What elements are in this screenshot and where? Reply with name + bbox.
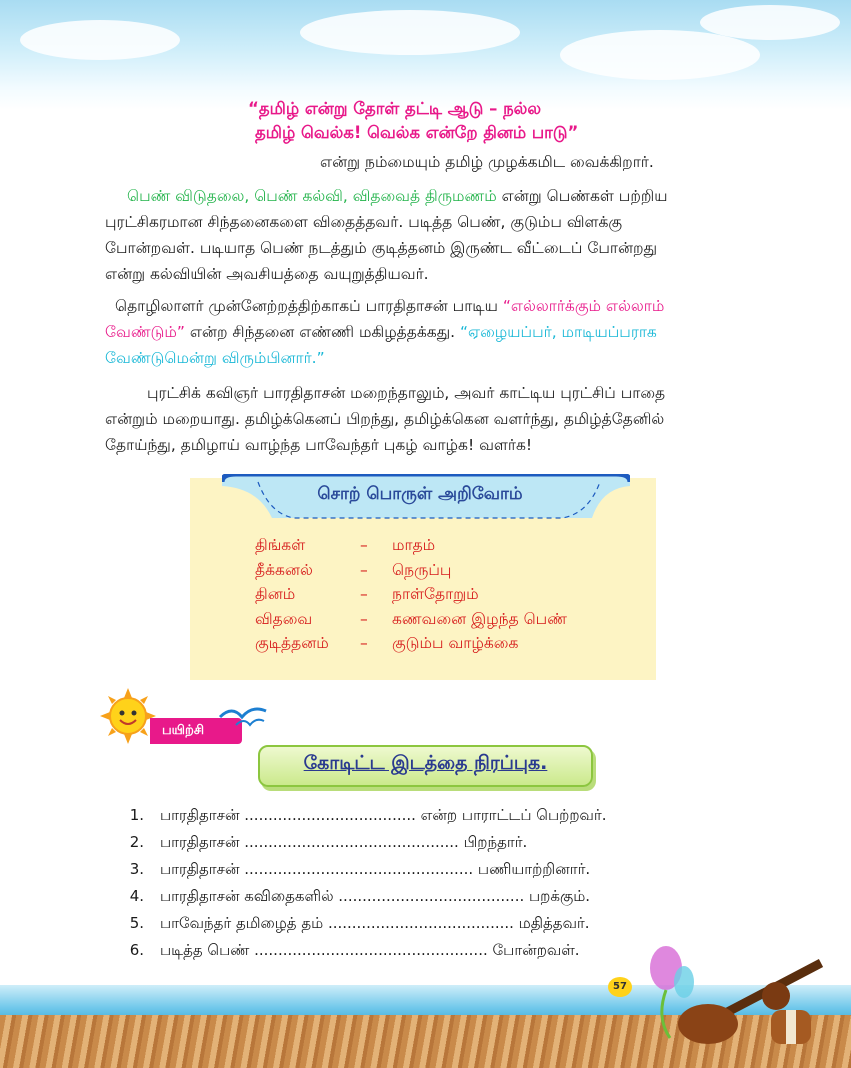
vocab-dash: – bbox=[360, 609, 368, 628]
question-text: பாரதிதாசன் ............................................. பிறந்தார். bbox=[160, 833, 528, 851]
sky-banner bbox=[0, 0, 851, 110]
para1-line4: என்று கல்வியின் அவசியத்தை வயுறுத்தியவர். bbox=[105, 265, 429, 283]
vocab-dash: – bbox=[360, 634, 368, 652]
question-text: பாரதிதாசன் கவிதைகளில் ....................................... பறக்கும். bbox=[160, 887, 591, 905]
question-text: பாரதிதாசன் ................................................ பணியாற்றினார். bbox=[160, 860, 591, 878]
question-number: 3. bbox=[129, 860, 144, 878]
question-number: 5. bbox=[129, 914, 144, 932]
para1-rest: என்று பெண்கள் பற்றிய bbox=[496, 187, 668, 205]
vocab-dash: – bbox=[360, 585, 368, 603]
question-number: 1. bbox=[129, 806, 144, 824]
vocab-title: சொற் பொருள் அறிவோம் bbox=[317, 484, 523, 504]
intro-line: என்று நம்மையும் தமிழ் முழக்கமிட வைக்கிறார். bbox=[320, 153, 654, 171]
vocab-dash: – bbox=[360, 560, 368, 579]
vocab-dash: – bbox=[360, 536, 368, 554]
vocab-meaning: நெருப்பு bbox=[392, 560, 452, 579]
question-text: பாவேந்தர் தமிழைத் தம் ....................................... மதித்தவர். bbox=[160, 914, 590, 932]
vocab-meaning: மாதம் bbox=[392, 536, 436, 554]
bird-icon bbox=[218, 703, 268, 729]
para2-quote1b: வேண்டும்” bbox=[105, 323, 185, 341]
vocab-word: திங்கள் bbox=[255, 536, 306, 554]
question-text: பாரதிதாசன் .................................... என்ற பாராட்டப் பெற்றவர். bbox=[160, 806, 607, 824]
vocab-meaning: குடும்ப வாழ்க்கை bbox=[392, 634, 519, 652]
para2-line1 bbox=[115, 297, 664, 317]
para3-line3: தோய்ந்து, தமிழாய் வாழ்ந்த பாவேந்தர் புகழ் வாழ்க! வளர்க! bbox=[105, 436, 533, 454]
para3-line1: புரட்சிக் கவிஞர் பாரதிதாசன் மறைந்தாலும், அவர் காட்டிய புரட்சிப் பாதை bbox=[147, 384, 666, 402]
vocab-word: குடித்தனம் bbox=[255, 634, 329, 652]
quote-line-2: தமிழ் வெல்க! வெல்க என்றே தினம் பாடு” bbox=[255, 123, 579, 142]
question-text: படித்த பெண் ................................................. போன்றவள். bbox=[160, 941, 580, 959]
quote-line-1: “தமிழ் என்று தோள் தட்டி ஆடு – நல்ல bbox=[248, 99, 542, 118]
vocab-word: விதவை bbox=[255, 609, 313, 628]
para1-highlight: பெண் விடுதலை, பெண் கல்வி, விதவைத் திருமணம் bbox=[127, 187, 497, 205]
veena-icon bbox=[636, 938, 836, 1048]
para2-mid: என்ற சிந்தனை எண்ணி மகிழத்தக்கது. bbox=[184, 323, 461, 341]
vocab-meaning: கணவனை இழந்த பெண் bbox=[392, 609, 567, 628]
practice-title: கோடிட்ட இடத்தை நிரப்புக. bbox=[303, 752, 548, 774]
page-number: 57 bbox=[608, 977, 632, 997]
para1-line1 bbox=[127, 187, 668, 207]
question-number: 6. bbox=[129, 941, 144, 959]
para2-quote2a: “ஏழையப்பர், மாடியப்பராக bbox=[460, 323, 657, 341]
para1-line3: போன்றவள். படியாத பெண் நடத்தும் குடித்தனம் இருண்ட வீட்டைப் போன்றது bbox=[105, 239, 658, 257]
para2-line2 bbox=[105, 323, 657, 343]
practice-label: பயிற்சி bbox=[150, 718, 242, 744]
vocab-word: தீக்கனல் bbox=[255, 560, 313, 579]
para2-line3 bbox=[105, 349, 325, 369]
vocab-meaning: நாள்தோறும் bbox=[392, 585, 479, 603]
vocab-word: தினம் bbox=[255, 585, 296, 603]
para1-line2: புரட்சிகரமான சிந்தனைகளை விதைத்தவர். படித்த பெண், குடும்ப விளக்கு bbox=[105, 213, 623, 231]
question-number: 2. bbox=[129, 833, 144, 851]
para2-start: தொழிலாளர் முன்னேற்றத்திற்காகப் பாரதிதாசன் பாடிய bbox=[115, 297, 503, 315]
para2-quote1a: “எல்லார்க்கும் எல்லாம் bbox=[502, 297, 665, 315]
para3-line2: என்றும் மறையாது. தமிழ்க்கெனப் பிறந்து, தமிழ்க்கென வளர்ந்து, தமிழ்த்தேனில் bbox=[105, 410, 665, 428]
question-number: 4. bbox=[129, 887, 144, 905]
para2-quote2b: வேண்டுமென்று விரும்பினார்.” bbox=[105, 349, 325, 367]
sun-icon bbox=[100, 688, 156, 744]
